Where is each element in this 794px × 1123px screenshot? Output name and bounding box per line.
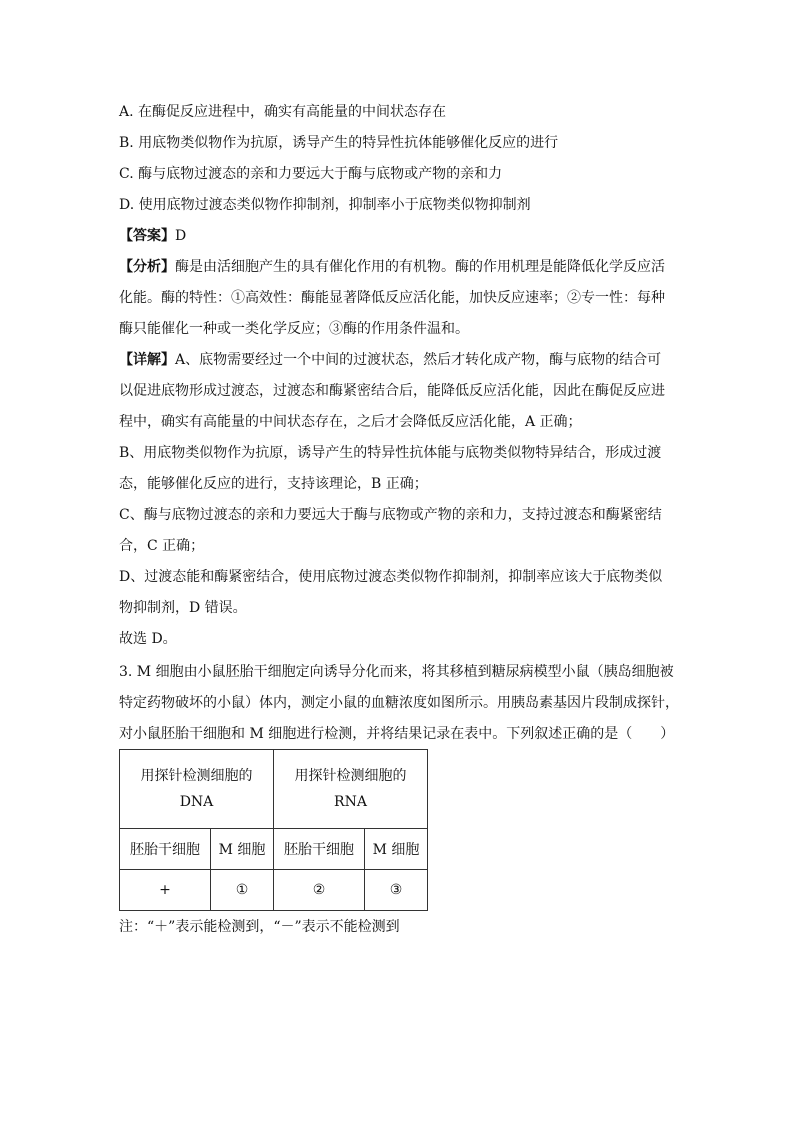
table-subheader-row <box>120 829 428 870</box>
option-d: D. 使用底物过渡态类似物作抑制剂，抑制率小于底物类似物抑制剂 <box>119 197 531 213</box>
option-a: A. 在酶促反应进程中，确实有高能量的中间状态存在 <box>119 104 447 120</box>
question-3-line-1: 3. M 细胞由小鼠胚胎干细胞定向诱导分化而来，将其移植到糖尿病模型小鼠（胰岛细胞被 <box>119 664 674 680</box>
detail-line-8: D、过渡态能和酶紧密结合，使用底物过渡态类似物作抑制剂，抑制率应该大于底物类似 <box>119 569 663 585</box>
table-header-row <box>120 750 428 829</box>
answer-tag: 【答案】 <box>119 228 175 244</box>
detail-line-9: 物抑制剂，D 错误。 <box>119 600 247 616</box>
table-cell: M 细胞 <box>211 829 274 870</box>
probe-result-table <box>119 749 428 911</box>
table-cell: ② <box>274 870 365 911</box>
analysis-line-3: 酶只能催化一种或一类化学反应；③酶的作用条件温和。 <box>119 321 469 337</box>
table-cell: 胚胎干细胞 <box>120 829 211 870</box>
options-list <box>119 97 679 221</box>
table-cell: ① <box>211 870 274 911</box>
detail-line-10: 故选 D。 <box>119 631 177 647</box>
table-cell: ③ <box>365 870 428 911</box>
analysis-line-2: 化能。酶的特性：①高效性：酶能显著降低反应活化能，加快反应速率；②专一性：每种 <box>119 290 665 306</box>
detail-line-3: 程中，确实有高能量的中间状态存在，之后才会降低反应活化能，A 正确； <box>119 414 582 430</box>
analysis-section <box>119 252 679 345</box>
option-c: C. 酶与底物过渡态的亲和力要远大于酶与底物或产物的亲和力 <box>119 166 503 182</box>
question-3-line-2: 特定药物破坏的小鼠）体内，测定小鼠的血糖浓度如图所示。用胰岛素基因片段制成探针， <box>119 695 679 711</box>
table-cell: + <box>120 870 211 911</box>
question-3-line-3: 对小鼠胚胎干细胞和 M 细胞进行检测，并将结果记录在表中。下列叙述正确的是（ ） <box>119 726 675 742</box>
analysis-tag: 【分析】 <box>119 259 175 275</box>
dna-group-line2: DNA <box>179 794 214 810</box>
rna-group-header <box>274 750 428 829</box>
rna-group-line1: 用探针检测细胞的 <box>294 768 407 784</box>
detail-line-6: C、酶与底物过渡态的亲和力要远大于酶与底物或产物的亲和力，支持过渡态和酶紧密结 <box>119 507 662 523</box>
table-note: 注：“＋”表示能检测到，“－”表示不能检测到 <box>119 919 400 935</box>
detail-line-2: 以促进底物形成过渡态，过渡态和酶紧密结合后，能降低反应活化能，因此在酶促反应进 <box>119 383 665 399</box>
dna-group-line1: 用探针检测细胞的 <box>140 768 253 784</box>
table-cell: 胚胎干细胞 <box>274 829 365 870</box>
table-cell: M 细胞 <box>365 829 428 870</box>
dna-group-header <box>120 750 274 829</box>
detail-line-4: B、用底物类似物作为抗原，诱导产生的特异性抗体能与底物类似物特异结合，形成过渡 <box>119 445 662 461</box>
question-3 <box>119 657 679 750</box>
analysis-line-1: 酶是由活细胞产生的具有催化作用的有机物。酶的作用机理是能降低化学反应活 <box>175 259 665 275</box>
detail-section <box>119 345 679 655</box>
rna-group-line2: RNA <box>334 794 367 810</box>
table-row <box>120 870 428 911</box>
answer-value: D <box>175 228 187 244</box>
detail-line-1: A、底物需要经过一个中间的过渡状态，然后才转化成产物，酶与底物的结合可 <box>175 352 662 368</box>
detail-line-7: 合，C 正确； <box>119 538 205 554</box>
option-b: B. 用底物类似物作为抗原，诱导产生的特异性抗体能够催化反应的进行 <box>119 135 559 151</box>
detail-tag: 【详解】 <box>119 352 175 368</box>
answer-line <box>119 221 679 252</box>
detail-line-5: 态，能够催化反应的进行，支持该理论，B 正确； <box>119 476 428 492</box>
